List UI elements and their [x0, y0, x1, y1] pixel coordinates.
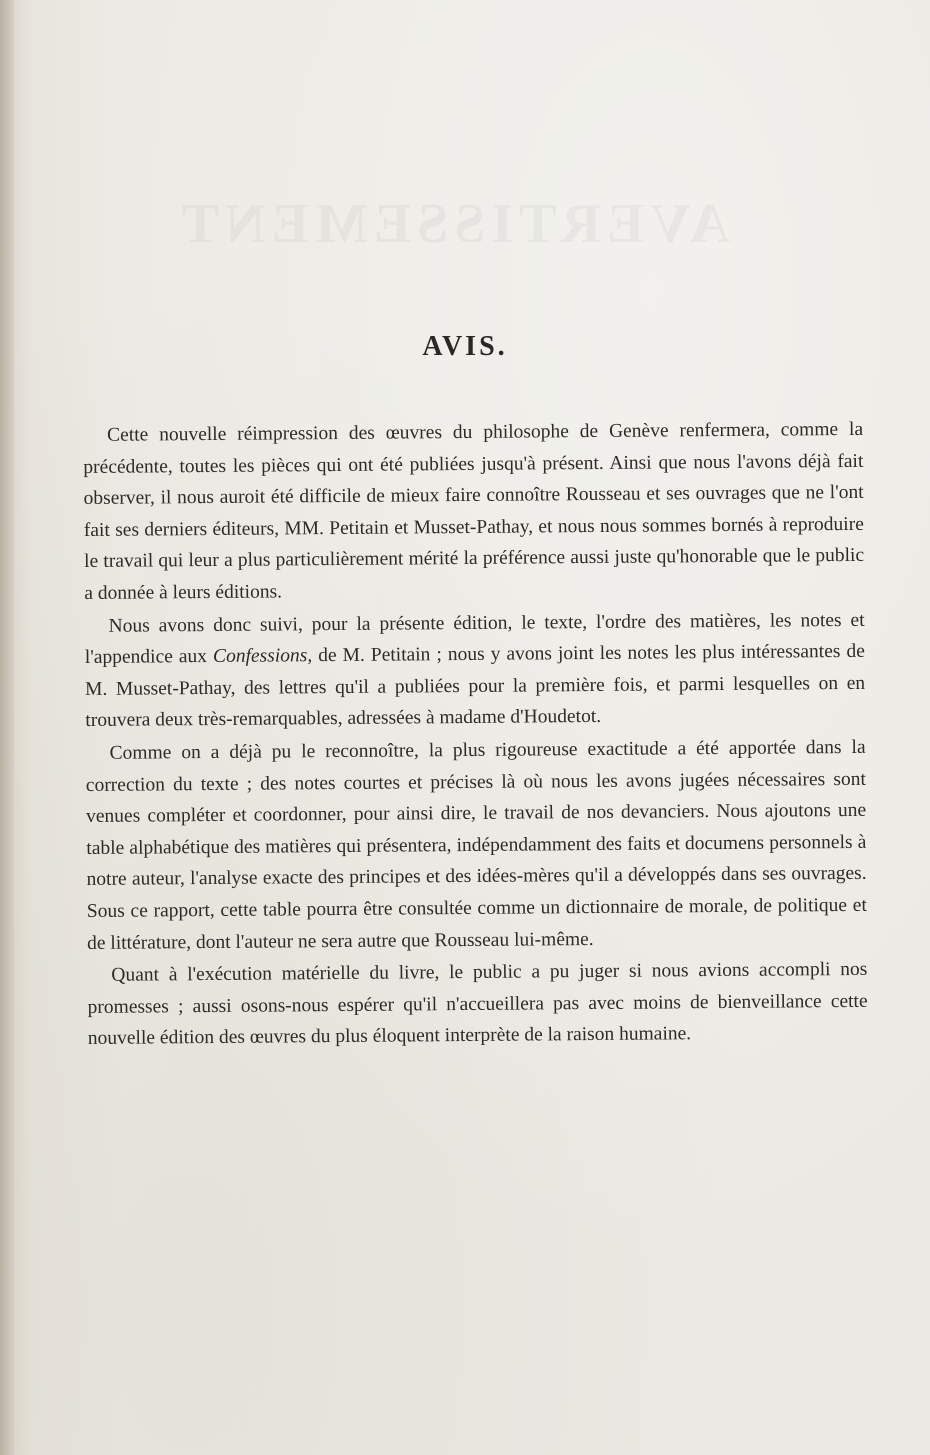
- body-text: [83, 414, 868, 1055]
- paragraph-3: Comme on a déjà pu le reconnoître, la plus rigoureuse exactitude a été apportée dans la correction du texte ; des notes courtes et précises là où nous les avons jugées nécessaires sont venues compléter et coordonner, pour ainsi dire, le travail de nos devanciers. Nous ajoutons une table alphabétique des matières qui présentera, indépendamment des faits et documens personnels à notre auteur, l'analyse exacte des principes et des idées-mères qu'il a développés dans ses ouvrages. Sous ce rapport, cette table pourra être consultée comme un dictionnaire de morale, de politique et de littérature, dont l'auteur ne sera autre que Rousseau lui-même.: [85, 736, 867, 954]
- page-title: AVIS.: [422, 330, 508, 362]
- show-through-heading: AVERTISSEMENT: [175, 193, 730, 255]
- paragraph-1: Cette nouvelle réimpression des œuvres du philosophe de Genève renfermera, comme la précédente, toutes les pièces qui ont été publiées jusqu'à présent. Ainsi que nous l'avons déjà fait observer, il nous auroit été difficile de mieux faire connoître Rousseau et ses ouvrages que ne l'ont fait ses derniers éditeurs, MM. Petitain et Musset-Pathay, et nous nous sommes bornés à reproduire le travail qui leur a plus particulièrement mérité la préférence aussi juste qu'honorable que le public a donnée à leurs éditions.: [83, 418, 865, 604]
- confessions-title: Confessions: [212, 645, 308, 668]
- paragraph-2: [84, 604, 865, 736]
- paragraph-2-after: , de M. Petitain ; nous y avons joint les notes les plus intéressantes de M. Musset-Pathay, des lettres qu'il a publiées pour la première fois, et parmi lesquelles on en trouvera deux très-remarquables, adressées à madame d'Houdetot.: [85, 641, 866, 732]
- page-gutter: [0, 0, 14, 1455]
- paragraph-2-before: Nous avons donc suivi, pour la présente édition, le texte, l'ordre des matières, les notes et l'appendice aux: [84, 609, 865, 669]
- paragraph-4: Quant à l'exécution matérielle du livre, le public a pu juger si nous avions accompli nos promesses ; aussi osons-nous espérer qu'il n'accueillera pas avec moins de bienveillance cette nouvelle édition des œuvres du plus éloquent interprète de la raison humaine.: [87, 958, 868, 1050]
